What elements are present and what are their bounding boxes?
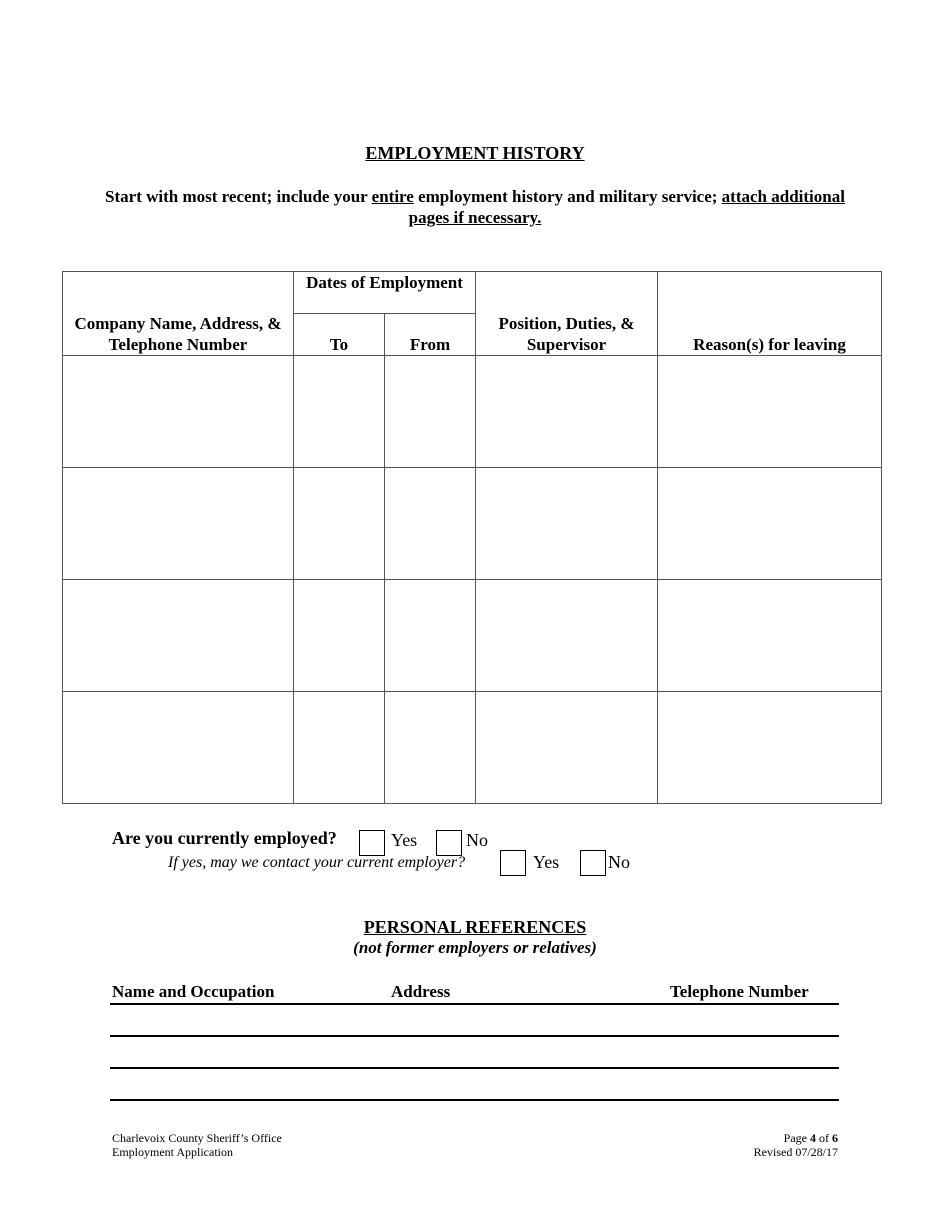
to-cell[interactable] xyxy=(294,580,385,692)
employed-yes-checkbox[interactable] xyxy=(359,830,385,856)
contact-yes-checkbox[interactable] xyxy=(500,850,526,876)
position-cell[interactable] xyxy=(476,580,658,692)
from-cell[interactable] xyxy=(385,468,476,580)
from-cell[interactable] xyxy=(385,356,476,468)
ref-line-3[interactable] xyxy=(110,1099,839,1101)
employment-instructions: Start with most recent; include your entire employment history and military service; attach additional pages if necessary. xyxy=(105,187,845,227)
employment-history-title: EMPLOYMENT HISTORY xyxy=(365,143,585,163)
footer-left xyxy=(112,1131,282,1159)
col-from-header: From xyxy=(385,314,476,356)
table-row xyxy=(63,692,882,804)
currently-employed-row xyxy=(112,828,337,849)
reason-cell[interactable] xyxy=(658,468,882,580)
contact-employer-label: If yes, may we contact your current employer? xyxy=(168,854,466,871)
footer-doc: Employment Application xyxy=(112,1145,233,1159)
to-cell[interactable] xyxy=(294,468,385,580)
col-to-header: To xyxy=(294,314,385,356)
col-position-header: Position, Duties, & Supervisor xyxy=(476,272,658,356)
company-cell[interactable] xyxy=(63,692,294,804)
col-reason-header: Reason(s) for leaving xyxy=(658,272,882,356)
position-cell[interactable] xyxy=(476,692,658,804)
company-cell[interactable] xyxy=(63,356,294,468)
footer-right xyxy=(754,1131,838,1159)
contact-yes-label: Yes xyxy=(533,852,560,872)
col-company-header: Company Name, Address, & Telephone Number xyxy=(63,272,294,356)
company-cell[interactable] xyxy=(63,580,294,692)
to-cell[interactable] xyxy=(294,356,385,468)
footer-page: Page 4 of 6 xyxy=(783,1131,838,1145)
reason-cell[interactable] xyxy=(658,692,882,804)
ref-line-2[interactable] xyxy=(110,1067,839,1069)
employed-no-checkbox[interactable] xyxy=(436,830,462,856)
personal-references-subtitle: (not former employers or relatives) xyxy=(353,938,597,957)
from-cell[interactable] xyxy=(385,580,476,692)
from-cell[interactable] xyxy=(385,692,476,804)
employed-yes-label: Yes xyxy=(391,830,418,850)
to-cell[interactable] xyxy=(294,692,385,804)
currently-employed-label: Are you currently employed? xyxy=(112,828,337,848)
company-cell[interactable] xyxy=(63,468,294,580)
ref-header-rule xyxy=(110,1003,839,1005)
position-cell[interactable] xyxy=(476,468,658,580)
position-cell[interactable] xyxy=(476,356,658,468)
employment-history-table xyxy=(62,271,882,804)
footer-org: Charlevoix County Sheriff’s Office xyxy=(112,1131,282,1145)
reason-cell[interactable] xyxy=(658,356,882,468)
ref-line-1[interactable] xyxy=(110,1035,839,1037)
table-row xyxy=(63,580,882,692)
contact-no-label: No xyxy=(608,852,630,872)
reason-cell[interactable] xyxy=(658,580,882,692)
table-row xyxy=(63,468,882,580)
ref-col-phone-header: Telephone Number xyxy=(670,982,809,1001)
personal-references-title: PERSONAL REFERENCES xyxy=(363,917,587,937)
ref-col-address-header: Address xyxy=(391,982,451,1001)
footer-revised: Revised 07/28/17 xyxy=(753,1145,838,1159)
table-row xyxy=(63,356,882,468)
employed-no-label: No xyxy=(466,830,488,850)
ref-col-name-header: Name and Occupation xyxy=(112,982,275,1001)
col-dates-header: Dates of Employment xyxy=(294,272,476,314)
contact-no-checkbox[interactable] xyxy=(580,850,606,876)
